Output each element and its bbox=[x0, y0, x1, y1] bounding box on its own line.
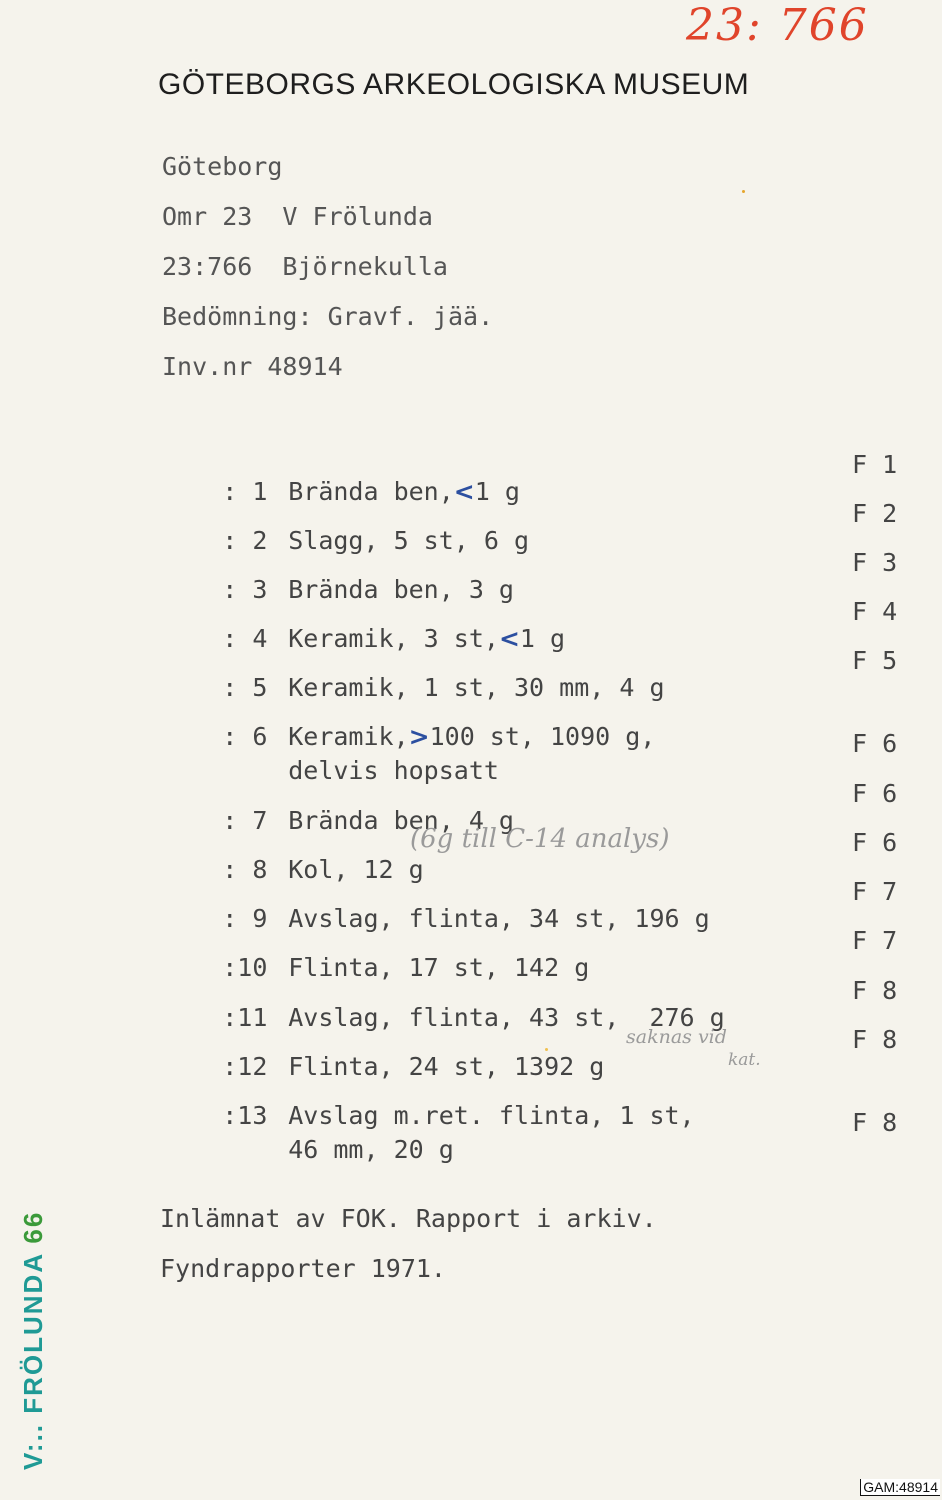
footer-submitted: Inlämnat av FOK. Rapport i arkiv. bbox=[160, 1204, 657, 1233]
item-number: : 6 bbox=[222, 722, 268, 751]
item-text: Keramik, 3 st, bbox=[288, 624, 499, 653]
item-number: :12 bbox=[222, 1052, 268, 1081]
header-assessment: Bedömning: Gravf. jää. bbox=[162, 302, 494, 331]
header-city: Göteborg bbox=[162, 152, 283, 181]
find-group: F 8 bbox=[852, 1025, 898, 1054]
find-group: F 8 bbox=[852, 1108, 898, 1137]
ink-speck bbox=[742, 190, 745, 193]
item-number: :10 bbox=[222, 953, 268, 982]
item-number: : 9 bbox=[222, 904, 268, 933]
item-number: : 8 bbox=[222, 855, 268, 884]
item-text: Avslag, flinta, 34 st, 196 g bbox=[288, 904, 710, 933]
item-text: Brända ben, 3 g bbox=[288, 575, 514, 604]
item-text: 46 mm, 20 g bbox=[288, 1135, 454, 1164]
item-number: : 3 bbox=[222, 575, 268, 604]
find-group: F 3 bbox=[852, 548, 898, 577]
item-text: Flinta, 24 st, 1392 g bbox=[288, 1052, 605, 1081]
find-group: F 6 bbox=[852, 779, 898, 808]
item-number: : 5 bbox=[222, 673, 268, 702]
item-text: Brända ben, 4 g bbox=[288, 806, 514, 835]
find-group: F 5 bbox=[852, 646, 898, 675]
item-number: : 7 bbox=[222, 806, 268, 835]
pencil-note-catalog: kat. bbox=[728, 1050, 761, 1070]
hand-less-than: < bbox=[498, 624, 520, 653]
header-area: Omr 23 V Frölunda bbox=[162, 202, 433, 231]
header-inventory: Inv.nr 48914 bbox=[162, 352, 343, 381]
handwritten-catalog-number: 23: 766 bbox=[686, 0, 869, 51]
museum-title: GÖTEBORGS ARKEOLOGISKA MUSEUM bbox=[158, 68, 750, 101]
item-text: Kol, 12 g bbox=[288, 855, 424, 884]
find-item-continuation bbox=[162, 1106, 454, 1193]
item-text: Brända ben, bbox=[288, 477, 454, 506]
item-text: Avslag, flinta, 43 st, 276 g bbox=[288, 1003, 725, 1032]
find-group: F 7 bbox=[852, 877, 898, 906]
archive-id-label: GAM:48914 bbox=[860, 1479, 940, 1496]
item-number: : 1 bbox=[222, 477, 268, 506]
item-text: Flinta, 17 st, 142 g bbox=[288, 953, 590, 982]
hand-greater-than: > bbox=[408, 722, 430, 751]
item-text: Keramik, bbox=[288, 722, 409, 751]
find-group: F 6 bbox=[852, 828, 898, 857]
item-text-tail: 1 g bbox=[519, 624, 566, 653]
find-group: F 1 bbox=[852, 450, 898, 479]
hand-less-than: < bbox=[453, 477, 475, 506]
find-group: F 6 bbox=[852, 729, 898, 758]
item-text: Slagg, 5 st, 6 g bbox=[288, 526, 530, 555]
pencil-note-missing: saknas vid bbox=[626, 1026, 727, 1048]
item-number: : 2 bbox=[222, 526, 268, 555]
item-text: Avslag m.ret. flinta, 1 st, bbox=[288, 1101, 695, 1130]
ink-speck bbox=[545, 1048, 548, 1051]
find-group: F 4 bbox=[852, 597, 898, 626]
pencil-note-c14: (6g till C-14 analys) bbox=[410, 824, 670, 854]
footer-reports: Fyndrapporter 1971. bbox=[160, 1254, 446, 1283]
find-group: F 2 bbox=[852, 499, 898, 528]
item-text-tail: 100 st, 1090 g, bbox=[429, 722, 656, 751]
find-group: F 8 bbox=[852, 976, 898, 1005]
item-text-tail: 1 g bbox=[474, 477, 520, 506]
item-number: :13 bbox=[222, 1101, 268, 1130]
item-text: delvis hopsatt bbox=[288, 756, 499, 785]
item-number: : 4 bbox=[222, 624, 268, 653]
stamp-number: 66 bbox=[18, 1210, 48, 1244]
frolunda-stamp bbox=[18, 1211, 49, 1470]
stamp-text: V:.. FRÖLUNDA bbox=[18, 1252, 48, 1470]
header-site: 23:766 Björnekulla bbox=[162, 252, 448, 281]
find-group: F 7 bbox=[852, 926, 898, 955]
item-number: :11 bbox=[222, 1003, 268, 1032]
item-text: Keramik, 1 st, 30 mm, 4 g bbox=[288, 673, 665, 702]
